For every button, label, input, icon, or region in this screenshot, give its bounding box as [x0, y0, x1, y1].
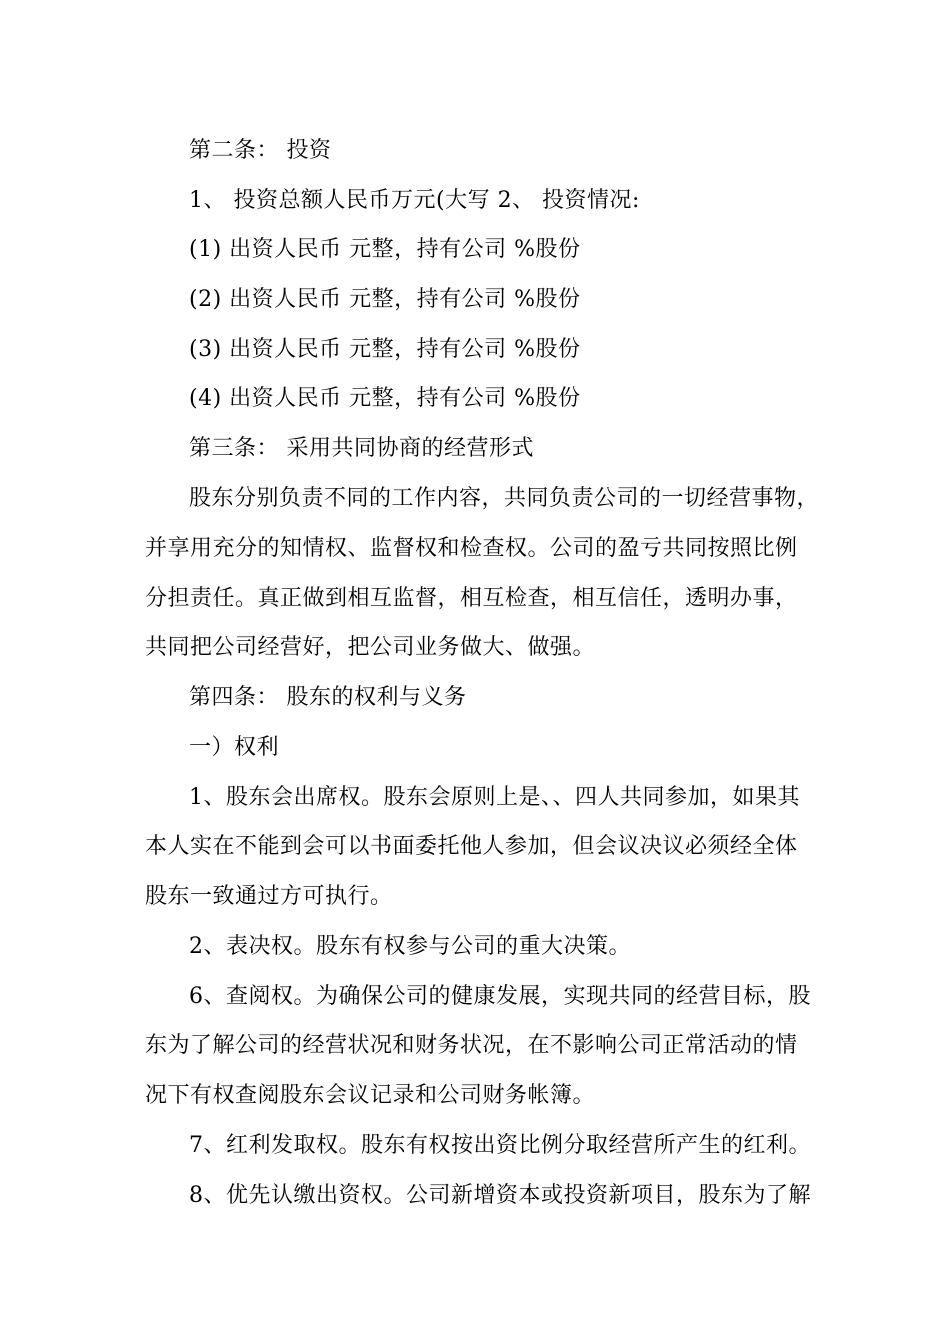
investment-item-2: (2) 出资人民币 元整，持有公司 %股份 — [189, 287, 581, 312]
paragraph-line: 1、股东会出席权。股东会原则上是、、四人共同参加，如果其 — [189, 785, 800, 810]
article-4-heading: 第四条： 股东的权利与义务 — [189, 685, 467, 710]
paragraph-line: 股东分别负责不同的工作内容，共同负责公司的一切经营事物， — [189, 486, 820, 511]
investment-item-3: (3) 出资人民币 元整，持有公司 %股份 — [189, 337, 581, 362]
investment-item-1: (1) 出资人民币 元整，持有公司 %股份 — [189, 237, 581, 262]
article-3-heading: 第三条： 采用共同协商的经营形式 — [189, 436, 534, 461]
paragraph-line: 7、红利发取权。股东有权按出资比例分取经营所产生的红利。 — [189, 1133, 811, 1158]
investment-item-4: (4) 出资人民币 元整，持有公司 %股份 — [189, 386, 581, 411]
paragraph-line: 并享用充分的知情权、监督权和检查权。公司的盈亏共同按照比例 — [145, 536, 798, 561]
paragraph-line: 2、表决权。股东有权参与公司的重大决策。 — [189, 934, 631, 959]
paragraph-line: 东为了解公司的经营状况和财务状况，在不影响公司正常活动的情 — [145, 1033, 798, 1058]
investment-total-line: 1、 投资总额人民币万元(大写 2、 投资情况: — [189, 188, 640, 213]
paragraph-line: 分担责任。真正做到相互监督，相互检查，相互信任，透明办事， — [145, 586, 798, 611]
paragraph-line: 共同把公司经营好，把公司业务做大、做强。 — [145, 635, 596, 660]
article-2-heading: 第二条： 投资 — [189, 138, 332, 163]
section-rights-heading: 一）权利 — [189, 735, 280, 760]
paragraph-line: 本人实在不能到会可以书面委托他人参加，但会议决议必须经全体 — [145, 834, 798, 859]
paragraph-line: 股东一致通过方可执行。 — [145, 884, 393, 909]
paragraph-line: 8、优先认缴出资权。公司新增资本或投资新项目，股东为了解 — [189, 1183, 811, 1208]
paragraph-line: 6、查阅权。为确保公司的健康发展，实现共同的经营目标，股 — [189, 984, 811, 1009]
paragraph-line: 况下有权查阅股东会议记录和公司财务帐簿。 — [145, 1083, 596, 1108]
